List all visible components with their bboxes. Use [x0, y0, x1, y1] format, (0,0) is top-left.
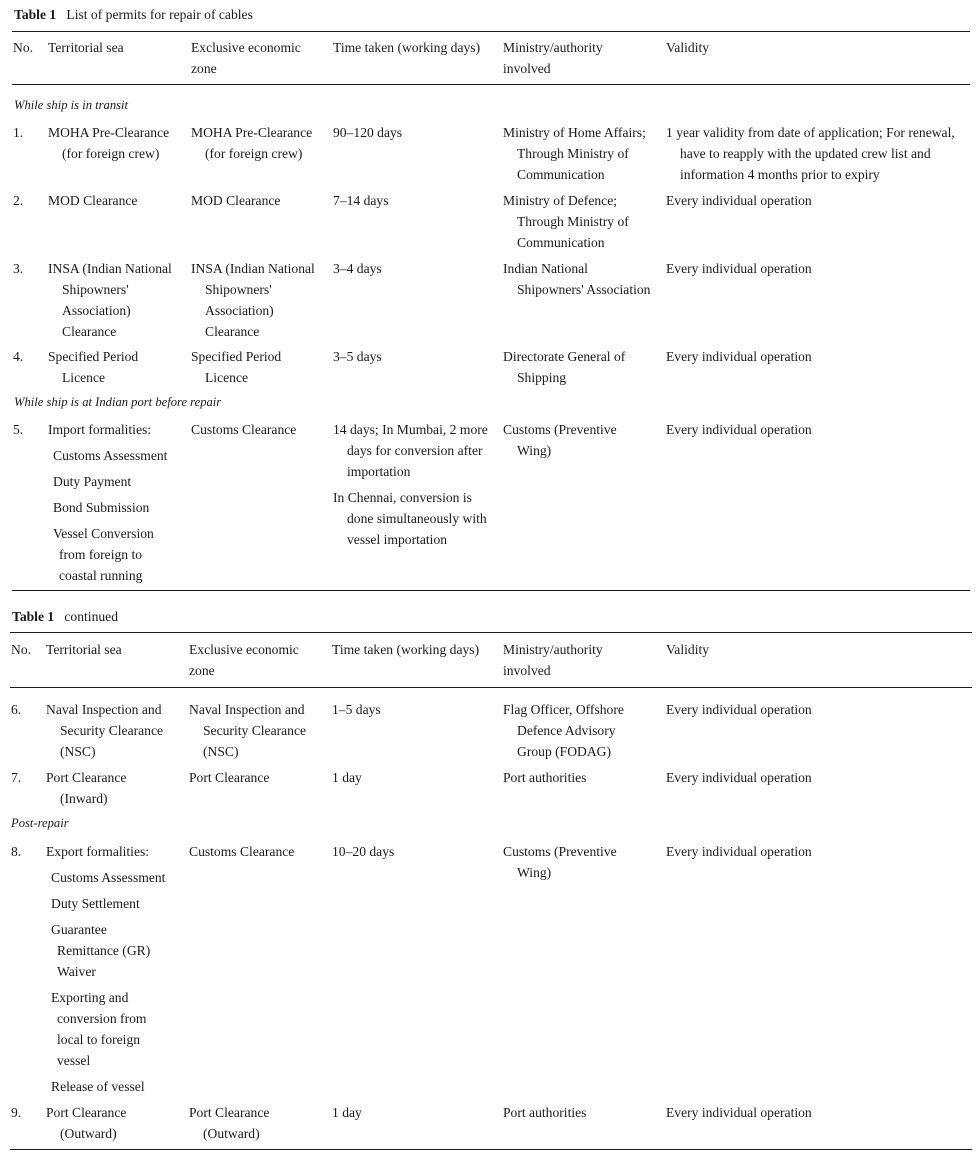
- cell-territorial-sea: [46, 699, 163, 762]
- header-time-taken: Time taken (working days): [333, 40, 481, 55]
- cell-exclusive-economic-zone-line: Specified Period: [191, 349, 282, 364]
- cell-exclusive-economic-zone-line: Customs Clearance: [189, 844, 295, 859]
- cell-territorial-sea-line: (Outward): [60, 1126, 117, 1141]
- header-top-rule: [12, 31, 970, 32]
- cell-territorial-sea-line: (Inward): [60, 791, 108, 806]
- table-caption-text: List of permits for repair of cables: [66, 7, 253, 22]
- cell-territorial-sea: [46, 1102, 126, 1144]
- cell-time-taken-line: 10–20 days: [332, 844, 395, 859]
- cell-territorial-sea-line: Naval Inspection and: [46, 702, 162, 717]
- header-ministry-continued: [503, 639, 603, 681]
- cell-validity-line: Every individual operation: [666, 422, 812, 437]
- cell-territorial-sea: [46, 767, 126, 809]
- cell-exclusive-economic-zone-line: (Outward): [203, 1126, 260, 1141]
- cell-territorial-sea: [48, 346, 138, 388]
- cell-validity: [666, 419, 812, 440]
- header-bottom-rule: [12, 84, 970, 85]
- cell-ministry: [503, 699, 624, 762]
- header-no-continued: No.: [11, 642, 32, 657]
- sub-item-line: Customs Assessment: [53, 448, 168, 463]
- cell-ministry-line: Port authorities: [503, 1105, 587, 1120]
- sub-item-line: Release of vessel: [51, 1079, 145, 1094]
- cell-exclusive-economic-zone: [189, 841, 294, 862]
- cell-territorial-sea-line: Association): [62, 303, 131, 318]
- cell-ministry-line: Through Ministry of: [517, 146, 629, 161]
- cell-validity: [666, 346, 812, 367]
- cell-ministry: [503, 122, 646, 185]
- cell-time-taken: [333, 190, 389, 211]
- cell-validity-line: Every individual operation: [666, 349, 812, 364]
- header-no: No.: [13, 40, 34, 55]
- row-number: 6.: [11, 702, 22, 717]
- cell-ministry-line: Ministry of Defence;: [503, 193, 618, 208]
- cell-territorial-sea: [48, 258, 172, 342]
- sub-item: [46, 867, 165, 888]
- cell-territorial-sea-line: INSA (Indian National: [48, 261, 172, 276]
- cell-time-taken: [332, 699, 381, 720]
- cell-exclusive-economic-zone-line: (NSC): [203, 744, 239, 759]
- cell-territorial-sea-line: Export formalities:: [46, 844, 150, 859]
- cell-ministry-line: Indian National: [503, 261, 588, 276]
- sub-item: [46, 987, 146, 1071]
- cell-time-taken-line: 3–4 days: [333, 261, 382, 276]
- cell-validity: [666, 841, 812, 862]
- cell-validity-line: Every individual operation: [666, 702, 812, 717]
- cell-validity-line: have to reapply with the updated crew list and: [680, 146, 931, 161]
- cell-ministry-line: Communication: [517, 235, 605, 250]
- cell-ministry-line: Directorate General of: [503, 349, 626, 364]
- cell-territorial-sea: [48, 190, 137, 211]
- cell-territorial-sea-line: Port Clearance: [46, 770, 127, 785]
- header-eez-continued: [189, 639, 299, 681]
- header-top-rule-continued: [10, 632, 972, 633]
- row-number: 4.: [13, 349, 24, 364]
- sub-item-line: conversion from: [57, 1011, 147, 1026]
- cell-time-taken-line: 1 day: [332, 1105, 362, 1120]
- sub-item: [46, 893, 140, 914]
- table-continued-label: Table 1: [12, 609, 55, 624]
- cell-ministry: [503, 841, 617, 883]
- sub-item-line: local to foreign: [57, 1032, 141, 1047]
- cell-territorial-sea-line: (for foreign crew): [62, 146, 160, 161]
- cell-ministry: [503, 190, 629, 253]
- row-number: 5.: [13, 422, 24, 437]
- row-number: 2.: [13, 193, 24, 208]
- cell-time-taken-line: 7–14 days: [333, 193, 389, 208]
- cell-exclusive-economic-zone-line: Naval Inspection and: [189, 702, 305, 717]
- cell-exclusive-economic-zone: [191, 190, 280, 211]
- sub-item-line: Guarantee: [51, 922, 107, 937]
- section-label-port-before-repair: While ship is at Indian port before repair: [14, 395, 222, 409]
- sub-item: [48, 471, 131, 492]
- cell-exclusive-economic-zone-line: INSA (Indian National: [191, 261, 315, 276]
- cell-territorial-sea-line: Shipowners': [62, 282, 129, 297]
- cell-territorial-sea: [48, 419, 151, 440]
- cell-time-taken-line: vessel importation: [347, 532, 448, 547]
- header-eez-line: Exclusive economic: [191, 40, 301, 55]
- cell-validity: [666, 1102, 812, 1123]
- cell-exclusive-economic-zone: [189, 767, 269, 788]
- section-label-transit: While ship is in transit: [14, 98, 129, 112]
- cell-exclusive-economic-zone: [191, 346, 281, 388]
- cell-time-taken-line: 1 day: [332, 770, 362, 785]
- header-ministry: [503, 37, 603, 79]
- cell-exclusive-economic-zone-line: MOHA Pre-Clearance: [191, 125, 313, 140]
- cell-ministry: [503, 767, 586, 788]
- cell-territorial-sea-line: Port Clearance: [46, 1105, 127, 1120]
- sub-item-line: Duty Payment: [53, 474, 132, 489]
- cell-time-taken-line: done simultaneously with: [347, 511, 487, 526]
- cell-validity-line: 1 year validity from date of application; For renewal,: [666, 125, 955, 140]
- cell-ministry-line: Shipowners' Association: [517, 282, 651, 297]
- cell-ministry-line: Defence Advisory: [517, 723, 616, 738]
- table-caption-label: Table 1: [14, 7, 57, 22]
- table-continued-text: continued: [64, 609, 118, 624]
- cell-ministry: [503, 419, 617, 461]
- header-ministry-line-continued: involved: [503, 663, 551, 678]
- header-territorial-sea: Territorial sea: [48, 40, 124, 55]
- sub-item-line: Customs Assessment: [51, 870, 166, 885]
- header-ministry-line: involved: [503, 61, 551, 76]
- cell-ministry-line: Customs (Preventive: [503, 422, 617, 437]
- cell-exclusive-economic-zone-line: Port Clearance: [189, 1105, 270, 1120]
- cell-ministry-line: Customs (Preventive: [503, 844, 617, 859]
- cell-validity: [666, 258, 812, 279]
- header-time-taken-continued: Time taken (working days): [332, 642, 480, 657]
- cell-validity-line: Every individual operation: [666, 770, 812, 785]
- header-eez: [191, 37, 301, 79]
- header-validity: Validity: [666, 40, 710, 55]
- cell-exclusive-economic-zone: [189, 1102, 269, 1144]
- cell-time-taken: [333, 419, 488, 482]
- cell-validity: [666, 122, 955, 185]
- header-eez-line: zone: [191, 61, 217, 76]
- sub-item-line: Vessel Conversion: [53, 526, 154, 541]
- cell-time-taken-line: In Chennai, conversion is: [333, 490, 472, 505]
- sub-item: [46, 919, 150, 982]
- cell-exclusive-economic-zone: [191, 419, 296, 440]
- cell-time-taken: [333, 487, 487, 550]
- row-number: 8.: [11, 844, 22, 859]
- cell-exclusive-economic-zone-line: Clearance: [205, 324, 260, 339]
- cell-time-taken: [333, 346, 382, 367]
- header-bottom-rule-continued: [10, 687, 972, 688]
- row-number: 7.: [11, 770, 22, 785]
- cell-validity: [666, 699, 812, 720]
- sub-item: [46, 1076, 145, 1097]
- cell-validity-line: information 4 months prior to expiry: [680, 167, 880, 182]
- section-label-post-repair: Post-repair: [11, 816, 69, 830]
- cell-territorial-sea-line: MOD Clearance: [48, 193, 138, 208]
- cell-territorial-sea-line: Clearance: [62, 324, 117, 339]
- cell-ministry-line: Ministry of Home Affairs;: [503, 125, 646, 140]
- sub-item-line: Remittance (GR): [57, 943, 151, 958]
- sub-item-line: from foreign to: [59, 547, 143, 562]
- cell-validity-line: Every individual operation: [666, 844, 812, 859]
- header-validity-continued: Validity: [666, 642, 710, 657]
- cell-ministry-line: Port authorities: [503, 770, 587, 785]
- cell-ministry-line: Shipping: [517, 370, 567, 385]
- cell-exclusive-economic-zone: [189, 699, 306, 762]
- cell-territorial-sea: [48, 122, 169, 164]
- cell-territorial-sea-line: (NSC): [60, 744, 96, 759]
- cell-territorial-sea-line: Licence: [62, 370, 106, 385]
- cell-time-taken: [333, 258, 382, 279]
- sub-item-line: Duty Settlement: [51, 896, 140, 911]
- cell-ministry: [503, 1102, 586, 1123]
- cell-time-taken: [333, 122, 402, 143]
- cell-time-taken-line: importation: [347, 464, 411, 479]
- cell-exclusive-economic-zone: [191, 258, 315, 342]
- cell-time-taken-line: 1–5 days: [332, 702, 381, 717]
- cell-time-taken: [332, 1102, 362, 1123]
- cell-validity-line: Every individual operation: [666, 261, 812, 276]
- cell-territorial-sea-line: Import formalities:: [48, 422, 152, 437]
- cell-territorial-sea-line: Security Clearance: [60, 723, 164, 738]
- cell-time-taken: [332, 767, 362, 788]
- sub-item-line: coastal running: [59, 568, 143, 583]
- cell-territorial-sea-line: MOHA Pre-Clearance: [48, 125, 170, 140]
- cell-time-taken-line: 90–120 days: [333, 125, 403, 140]
- cell-exclusive-economic-zone-line: Shipowners': [205, 282, 272, 297]
- cell-territorial-sea: [46, 841, 149, 862]
- header-ministry-line-continued: Ministry/authority: [503, 642, 603, 657]
- sub-item: [48, 445, 167, 466]
- table-end-rule-continued: [10, 1149, 972, 1150]
- cell-exclusive-economic-zone-line: (for foreign crew): [205, 146, 303, 161]
- cell-validity-line: Every individual operation: [666, 1105, 812, 1120]
- sub-item-line: Waiver: [57, 964, 96, 979]
- cell-ministry-line: Communication: [517, 167, 605, 182]
- cell-validity-line: Every individual operation: [666, 193, 812, 208]
- cell-exclusive-economic-zone-line: Port Clearance: [189, 770, 270, 785]
- header-territorial-sea-continued: Territorial sea: [46, 642, 122, 657]
- sub-item: [48, 523, 154, 586]
- cell-exclusive-economic-zone-line: Licence: [205, 370, 249, 385]
- header-ministry-line: Ministry/authority: [503, 40, 603, 55]
- cell-time-taken-line: 3–5 days: [333, 349, 382, 364]
- sub-item-line: vessel: [57, 1053, 91, 1068]
- row-number: 3.: [13, 261, 24, 276]
- header-eez-line-continued: Exclusive economic: [189, 642, 299, 657]
- cell-ministry: [503, 346, 625, 388]
- cell-time-taken-line: days for conversion after: [347, 443, 483, 458]
- cell-validity: [666, 767, 812, 788]
- table-caption: [14, 7, 253, 23]
- sub-item-line: Exporting and: [51, 990, 129, 1005]
- cell-ministry-line: Wing): [517, 443, 552, 458]
- cell-territorial-sea-line: Specified Period: [48, 349, 139, 364]
- row-number: 9.: [11, 1105, 22, 1120]
- cell-validity: [666, 190, 812, 211]
- cell-time-taken: [332, 841, 394, 862]
- cell-ministry-line: Wing): [517, 865, 552, 880]
- row-number: 1.: [13, 125, 24, 140]
- cell-exclusive-economic-zone-line: Customs Clearance: [191, 422, 297, 437]
- cell-ministry-line: Group (FODAG): [517, 744, 612, 759]
- cell-ministry-line: Flag Officer, Offshore: [503, 702, 624, 717]
- cell-exclusive-economic-zone: [191, 122, 312, 164]
- sub-item: [48, 497, 149, 518]
- cell-ministry-line: Through Ministry of: [517, 214, 629, 229]
- header-eez-line-continued: zone: [189, 663, 215, 678]
- table-continued-caption: [12, 609, 118, 625]
- cell-exclusive-economic-zone-line: Association): [205, 303, 274, 318]
- table-end-rule: [12, 590, 970, 591]
- sub-item-line: Bond Submission: [53, 500, 150, 515]
- cell-time-taken-line: 14 days; In Mumbai, 2 more: [333, 422, 488, 437]
- cell-ministry: [503, 258, 650, 300]
- cell-exclusive-economic-zone-line: Security Clearance: [203, 723, 307, 738]
- cell-exclusive-economic-zone-line: MOD Clearance: [191, 193, 281, 208]
